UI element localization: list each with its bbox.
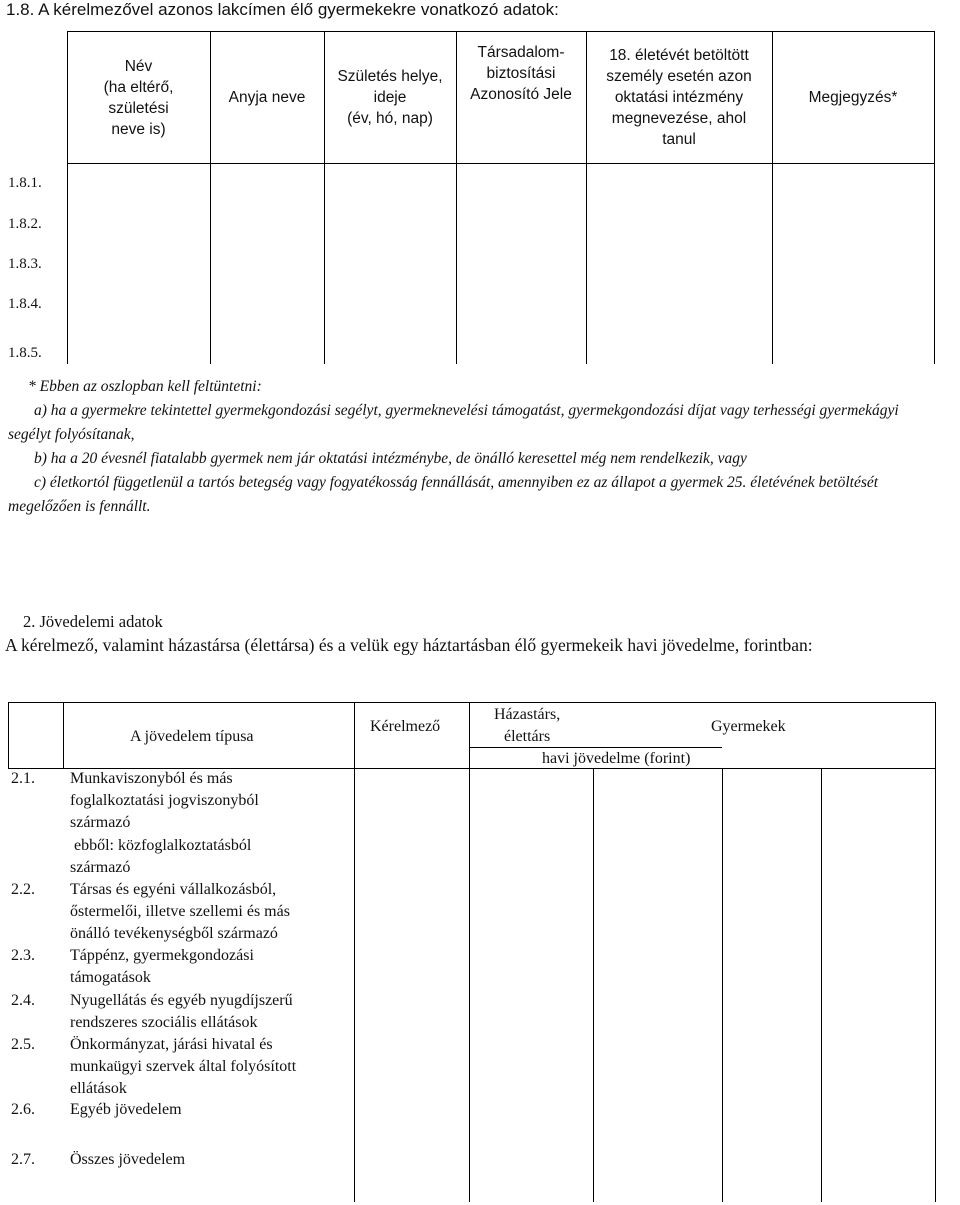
cell-note[interactable] [772, 284, 934, 324]
row-number: 2.5. [11, 1036, 35, 1053]
cell-school[interactable] [586, 324, 772, 364]
cell-ssn[interactable] [456, 284, 586, 324]
cell-school[interactable] [586, 284, 772, 324]
cell-name[interactable] [67, 204, 210, 244]
header-mother-name: Anyja neve [210, 32, 324, 164]
cell-note[interactable] [772, 164, 934, 205]
cell-note[interactable] [772, 324, 934, 364]
table-line [63, 702, 64, 768]
table-line [722, 768, 723, 1202]
header-applicant: Kérelmező [370, 718, 441, 735]
row-number: 2.4. [11, 992, 35, 1009]
table-line [8, 702, 9, 768]
income-type-label: Táppénz, gyermekgondozási támogatások [70, 947, 254, 986]
row-number: 2.3. [11, 947, 35, 964]
header-school: 18. életévét betöltött személy esetén azon oktatási intézmény megnevezése, ahol tanul [586, 32, 772, 164]
cell-name[interactable] [67, 244, 210, 284]
income-type-label: Társas és egyéni vállalkozásból, őstermelői, illetve szellemi és más önálló tevékenységből származó [70, 881, 290, 942]
row-number: 2.1. [11, 770, 35, 787]
table-line [354, 702, 355, 1202]
header-children: Gyermekek [711, 718, 786, 735]
cell-ssn[interactable] [456, 244, 586, 284]
cell-name[interactable] [67, 164, 210, 205]
header-monthly-income: havi jövedelme (forint) [542, 750, 691, 767]
row-label: 1.8.2. [8, 215, 42, 232]
cell-mother[interactable] [210, 244, 324, 284]
cell-birth[interactable] [324, 204, 456, 244]
header-income-type: A jövedelem típusa [130, 728, 254, 745]
cell-birth[interactable] [324, 164, 456, 205]
row-number: 2.7. [11, 1151, 35, 1168]
header-note: Megjegyzés* [772, 32, 934, 164]
row-number: 2.6. [11, 1101, 35, 1118]
cell-mother[interactable] [210, 204, 324, 244]
row-label: 1.8.4. [8, 295, 42, 312]
row-label: 1.8.3. [8, 255, 42, 272]
footnote-a: a) ha a gyermekre tekintettel gyermekgondozási segélyt, gyermeknevelési támogatást, gyermekgondozási díjat vagy terhességi gyermekágyi segélyt folyósítanak, [8, 402, 899, 443]
table-line [593, 768, 594, 1202]
cell-school[interactable] [586, 204, 772, 244]
cell-ssn[interactable] [456, 324, 586, 364]
table-line [8, 702, 936, 703]
cell-name[interactable] [67, 284, 210, 324]
income-type-label: Önkormányzat, járási hivatal és munkaügyi szervek által folyósított ellátások [70, 1036, 297, 1097]
cell-name[interactable] [67, 324, 210, 364]
header-spacer [8, 32, 67, 164]
income-table [8, 702, 936, 1202]
income-type-label: Munkaviszonyból és más foglalkoztatási jogviszonyból származó [70, 770, 259, 831]
children-table [8, 31, 935, 364]
cell-mother[interactable] [210, 324, 324, 364]
section-1-8-title: 1.8. A kérelmezővel azonos lakcímen élő gyermekekre vonatkozó adatok: [6, 0, 559, 19]
section-2-title: 2. Jövedelemi adatok [23, 612, 163, 631]
cell-note[interactable] [772, 204, 934, 244]
cell-note[interactable] [772, 244, 934, 284]
cell-birth[interactable] [324, 284, 456, 324]
cell-school[interactable] [586, 244, 772, 284]
cell-mother[interactable] [210, 284, 324, 324]
cell-school[interactable] [586, 164, 772, 205]
table-line [935, 702, 936, 768]
row-label: 1.8.1. [8, 175, 42, 192]
income-type-label: Nyugellátás és egyéb nyugdíjszerű rendszeres szociális ellátások [70, 992, 293, 1031]
table-line [821, 768, 822, 1202]
footnote-c: c) életkortól függetlenül a tartós betegség vagy fogyatékosság fennállását, amennyiben ez az állapot a gyermek 25. életévének betöltését megelőzően is fennállt. [8, 474, 879, 515]
income-type-label: Összes jövedelem [70, 1151, 186, 1168]
income-type-label: Egyéb jövedelem [70, 1101, 182, 1118]
income-type-label: ebből: közfoglalkoztatásból származó [70, 837, 252, 876]
cell-ssn[interactable] [456, 204, 586, 244]
header-spouse: Házastárs, élettárs [494, 706, 561, 745]
footnote-b: b) ha a 20 évesnél fiatalabb gyermek nem jár oktatási intézménybe, de önálló keresettel még nem rendelkezik, vagy [34, 450, 747, 467]
row-number: 2.2. [11, 881, 35, 898]
footnote [8, 375, 938, 519]
row-label: 1.8.5. [8, 345, 42, 361]
header-ssn: Társadalom- biztosítási Azonosító Jele [456, 32, 586, 164]
section-2-description: A kérelmező, valamint házastársa (élettársa) és a velük egy háztartásban élő gyermekeik havi jövedelme, forintban: [5, 635, 813, 655]
header-birth: Születés helye, ideje (év, hó, nap) [324, 32, 456, 164]
cell-ssn[interactable] [456, 164, 586, 205]
header-name: Név (ha eltérő, születési neve is) [67, 32, 210, 164]
cell-mother[interactable] [210, 164, 324, 205]
table-line [469, 702, 470, 1202]
footnote-star: * Ebben az oszlopban kell feltüntetni: [28, 378, 262, 395]
cell-birth[interactable] [324, 324, 456, 364]
cell-birth[interactable] [324, 244, 456, 284]
table-line [935, 768, 936, 1202]
